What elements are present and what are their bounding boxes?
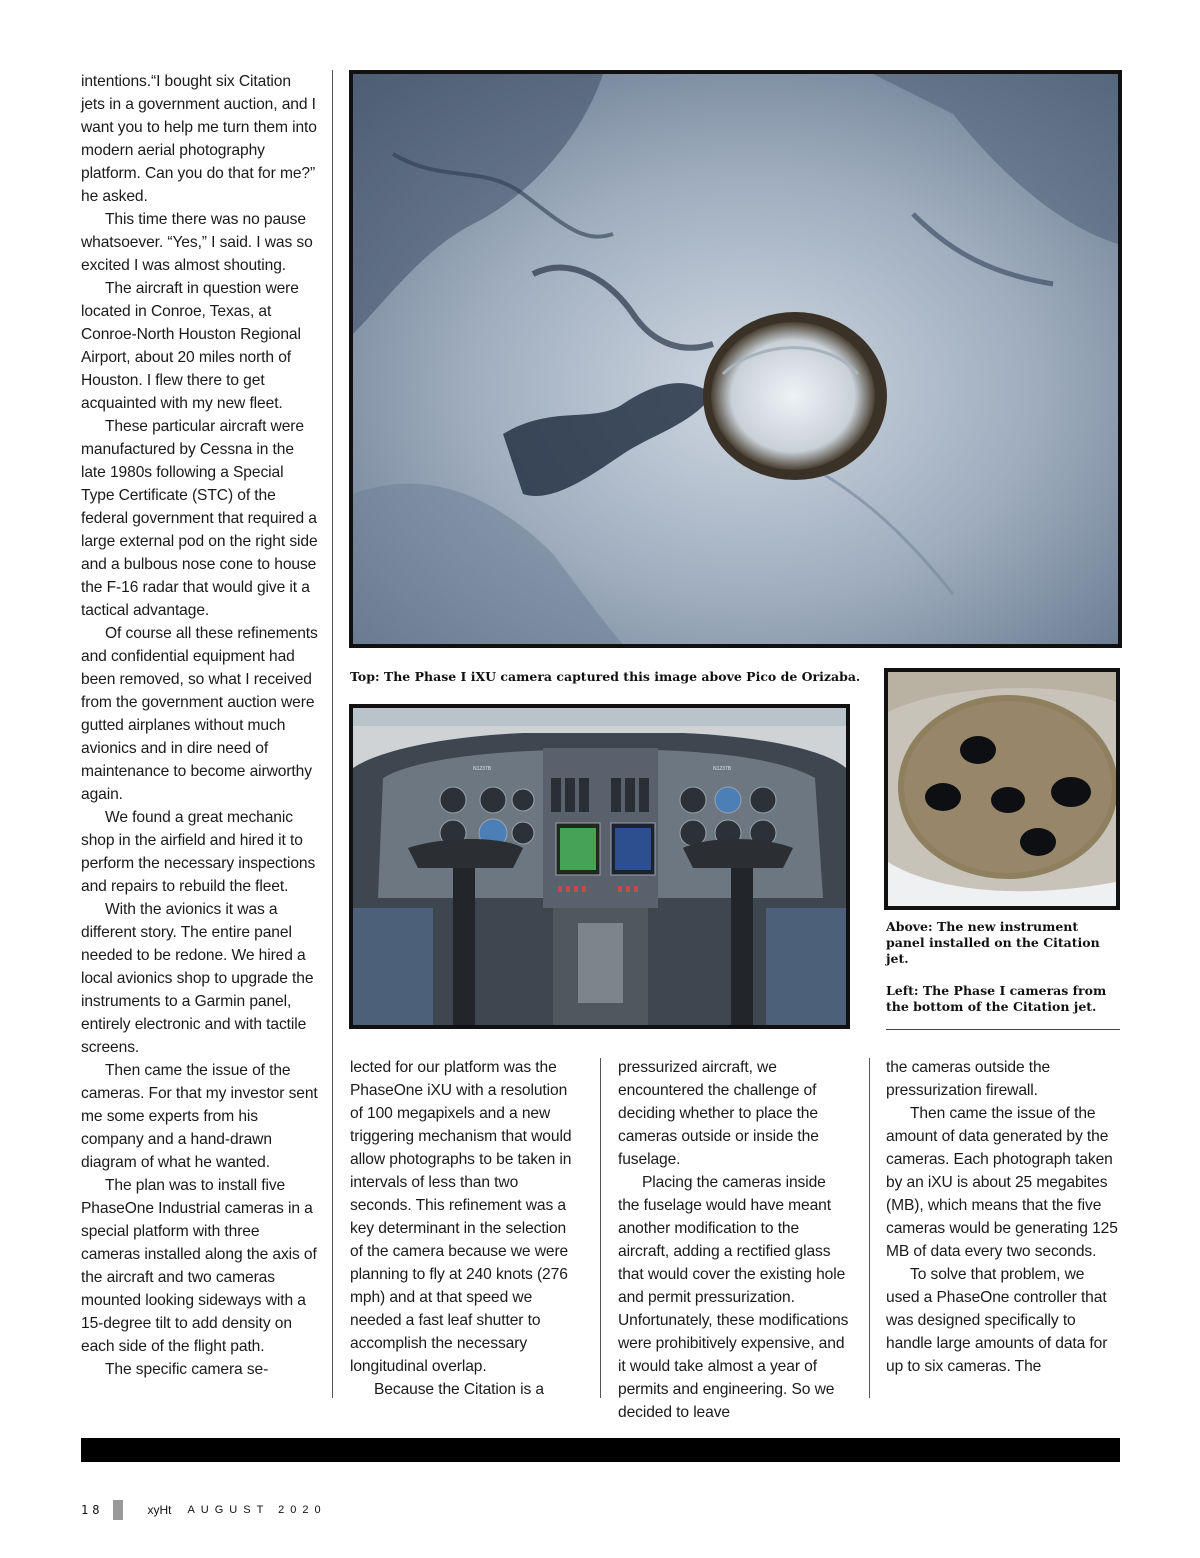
- paragraph: Of course all these refinements and confidential equipment had been removed, so what I received from the government auction were gutted airplanes without much avionics and in dire need of maintenance to become airworthy again.: [81, 625, 318, 803]
- paragraph: These particular aircraft were manufactured by Cessna in the late 1980s following a Special Type Certificate (STC) of the federal government that required a large external pod on the right side and a bulbous nose cone to house the F-16 radar that would give it a tactical advantage.: [81, 418, 318, 619]
- paragraph: We found a great mechanic shop in the airfield and hired it to perform the necessary inspections and repairs to rebuild the fleet.: [81, 809, 316, 895]
- column-divider: [869, 1058, 870, 1398]
- issue-date: AUGUST 2020: [187, 1504, 327, 1516]
- caption-top: [350, 669, 870, 685]
- paragraph: The aircraft in question were located in Conroe, Texas, at Conroe-North Houston Regional Airport, about 20 miles north of Houston. I flew there to get acquainted with my new fleet.: [81, 280, 301, 412]
- aerial-volcano-photo: [349, 70, 1122, 648]
- paragraph: lected for our platform was the PhaseOne iXU with a resolution of 100 megapixels and a new triggering mechanism that would allow photographs to be taken in intervals of less than two seconds. This refinement was a key determinant in the selection of the camera because we were planning to fly at 240 knots (276 mph) and at that speed we needed a fast leaf shutter to accomplish the necessary longitudinal overlap.: [350, 1059, 572, 1375]
- paragraph: The plan was to install five PhaseOne Industrial cameras in a special platform with three cameras installed along the axis of the aircraft and two cameras mounted looking sideways with a 15-degree tilt to add density on each side of the flight path.: [81, 1177, 317, 1355]
- paragraph: The specific camera se-: [105, 1361, 269, 1378]
- camera-port-photo: [884, 668, 1120, 910]
- footer-grey-block: [113, 1500, 123, 1520]
- volcano-illustration: [353, 74, 1118, 644]
- paragraph: Because the Citation is a: [374, 1381, 544, 1398]
- paragraph: Placing the cameras inside the fuselage would have meant another modification to the aircraft, adding a rectified glass that would cover the existing hole and permit pressurization. Unfortunately, these modifications were prohibitively expensive, and it would take almost a year of permits and engineering. So we decided to leave: [618, 1174, 849, 1421]
- paragraph: pressurized aircraft, we encountered the challenge of deciding whether to place the cameras outside or inside the fuselage.: [618, 1059, 819, 1168]
- footer-black-bar: [81, 1438, 1120, 1462]
- caption-top-text: Top: The Phase I iXU camera captured this image above Pico de Orizaba.: [350, 669, 861, 684]
- article-column-4: [886, 1056, 1120, 1378]
- column-divider: [332, 70, 333, 1398]
- article-column-1: [81, 70, 319, 1381]
- cockpit-panel-photo: [349, 704, 850, 1029]
- article-column-2: [350, 1056, 578, 1401]
- caption-left-text: Left: The Phase I cameras from the bottom of the Citation jet.: [886, 983, 1107, 1014]
- caption-divider: [886, 1029, 1120, 1030]
- paragraph: the cameras outside the pressurization firewall.: [886, 1059, 1051, 1099]
- paragraph: With the avionics it was a different story. The entire panel needed to be redone. We hired a local avionics shop to upgrade the instruments to a Garmin panel, entirely electronic and with tactile screens.: [81, 901, 314, 1056]
- magazine-name: xyHt: [147, 1503, 172, 1517]
- caption-above-text: Above: The new instrument panel installed on the Citation jet.: [886, 919, 1100, 966]
- camera-port-illustration: [888, 672, 1116, 906]
- page-number: 18: [81, 1503, 104, 1517]
- paragraph: Then came the issue of the amount of data generated by the cameras. Each photograph taken by an iXU is about 25 megabites (MB), which means that the five cameras would be generating 125 MB of data every two seconds.: [886, 1105, 1118, 1260]
- cockpit-illustration: [353, 708, 846, 1025]
- paragraph: Then came the issue of the cameras. For that my investor sent me some experts from his company and a hand-drawn diagram of what he wanted.: [81, 1062, 318, 1171]
- article-column-3: [618, 1056, 850, 1424]
- page-footer: [81, 1500, 327, 1520]
- tail-number-right: N1237B: [713, 766, 732, 772]
- tail-number-left: N1237B: [473, 766, 492, 772]
- paragraph: This time there was no pause whatsoever. “Yes,” I said. I was so excited I was almost shouting.: [81, 211, 313, 274]
- paragraph: intentions.“I bought six Citation jets in a government auction, and I want you to help me turn them into modern aerial photography platform. Can you do that for me?” he asked.: [81, 73, 317, 205]
- paragraph: To solve that problem, we used a PhaseOne controller that was designed specifically to handle large amounts of data for up to six cameras. The: [886, 1266, 1108, 1375]
- column-divider: [600, 1058, 601, 1398]
- caption-right: [886, 919, 1120, 1015]
